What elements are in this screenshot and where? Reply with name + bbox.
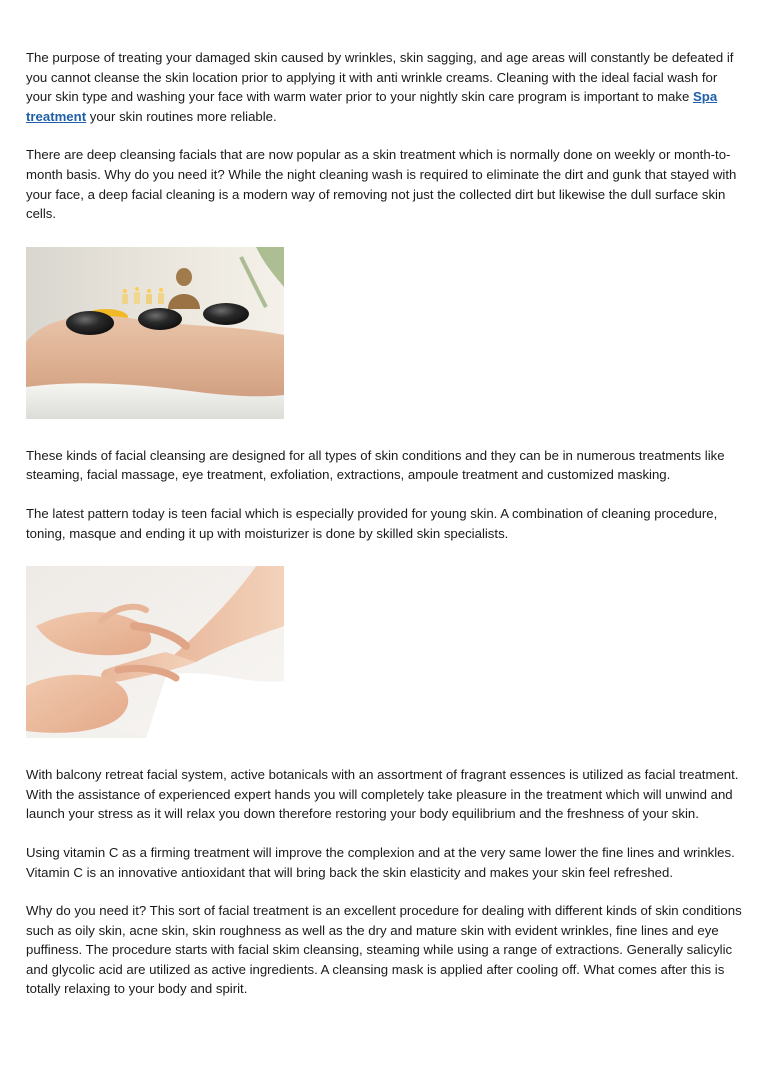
paragraph-1-text-before: The purpose of treating your damaged skin caused by wrinkles, skin sagging, and age areas will constantly be defeated if you cannot cleanse the skin location prior to applying it with anti wrinkle creams. Cleaning with the ideal facial wash for your skin type and washing your face with warm water prior to your nightly skin care program is important to make [26,50,734,105]
paragraph-5: With balcony retreat facial system, active botanicals with an assortment of fragrant essences is utilized as facial treatment. With the assistance of experienced expert hands you will completely take pleasure in the treatment which will unwind and launch your stress as it will relax you down therefore restoring your body equilibrium and the freshness of your skin. [26,767,739,822]
paragraph-7: Why do you need it? This sort of facial treatment is an excellent procedure for dealing with different kinds of skin conditions such as oily skin, acne skin, skin roughness as well as the dry and mature skin with evident wrinkles, fine lines and eye puffiness. The procedure starts with facial skim cleansing, steaming while using a range of extractions. Generally salicylic and glycolic acid are utilized as active ingredients. A cleansing mask is applied after cooling off. What comes after this is totally relaxing to your body and spirit. [26,903,742,997]
hand-massage-photo-icon [26,566,284,738]
hot-stone-massage-image [26,247,284,419]
paragraph-6: Using vitamin C as a firming treatment will improve the complexion and at the very same lower the fine lines and wrinkles. Vitamin C is an innovative antioxidant that will bring back the skin elasticity and makes your skin feel refreshed. [26,844,735,880]
paragraph-3: These kinds of facial cleansing are designed for all types of skin conditions and they can be in numerous treatments like steaming, facial massage, eye treatment, exfoliation, extractions, ampoule treatment and customized masking. [26,447,725,483]
paragraph-2: There are deep cleansing facials that are now popular as a skin treatment which is normally done on weekly or month-to-month basis. Why do you need it? While the night cleaning wash is required to eliminate the dirt and gunk that stayed with your face, a deep facial cleaning is a modern way of removing not just the collected dirt but likewise the dull surface skin cells. [26,147,737,222]
paragraph-1 [26,48,746,126]
hot-stone-massage-photo-icon [26,247,284,419]
article-body [26,48,746,999]
paragraph-1-text-after: your skin routines more reliable. [86,108,277,124]
spa-treatment-link[interactable]: Spa treatment [26,89,718,124]
hand-massage-image [26,566,284,738]
paragraph-4: The latest pattern today is teen facial which is especially provided for young skin. A combination of cleaning procedure, toning, masque and ending it up with moisturizer is done by skilled skin specialists. [26,505,718,541]
